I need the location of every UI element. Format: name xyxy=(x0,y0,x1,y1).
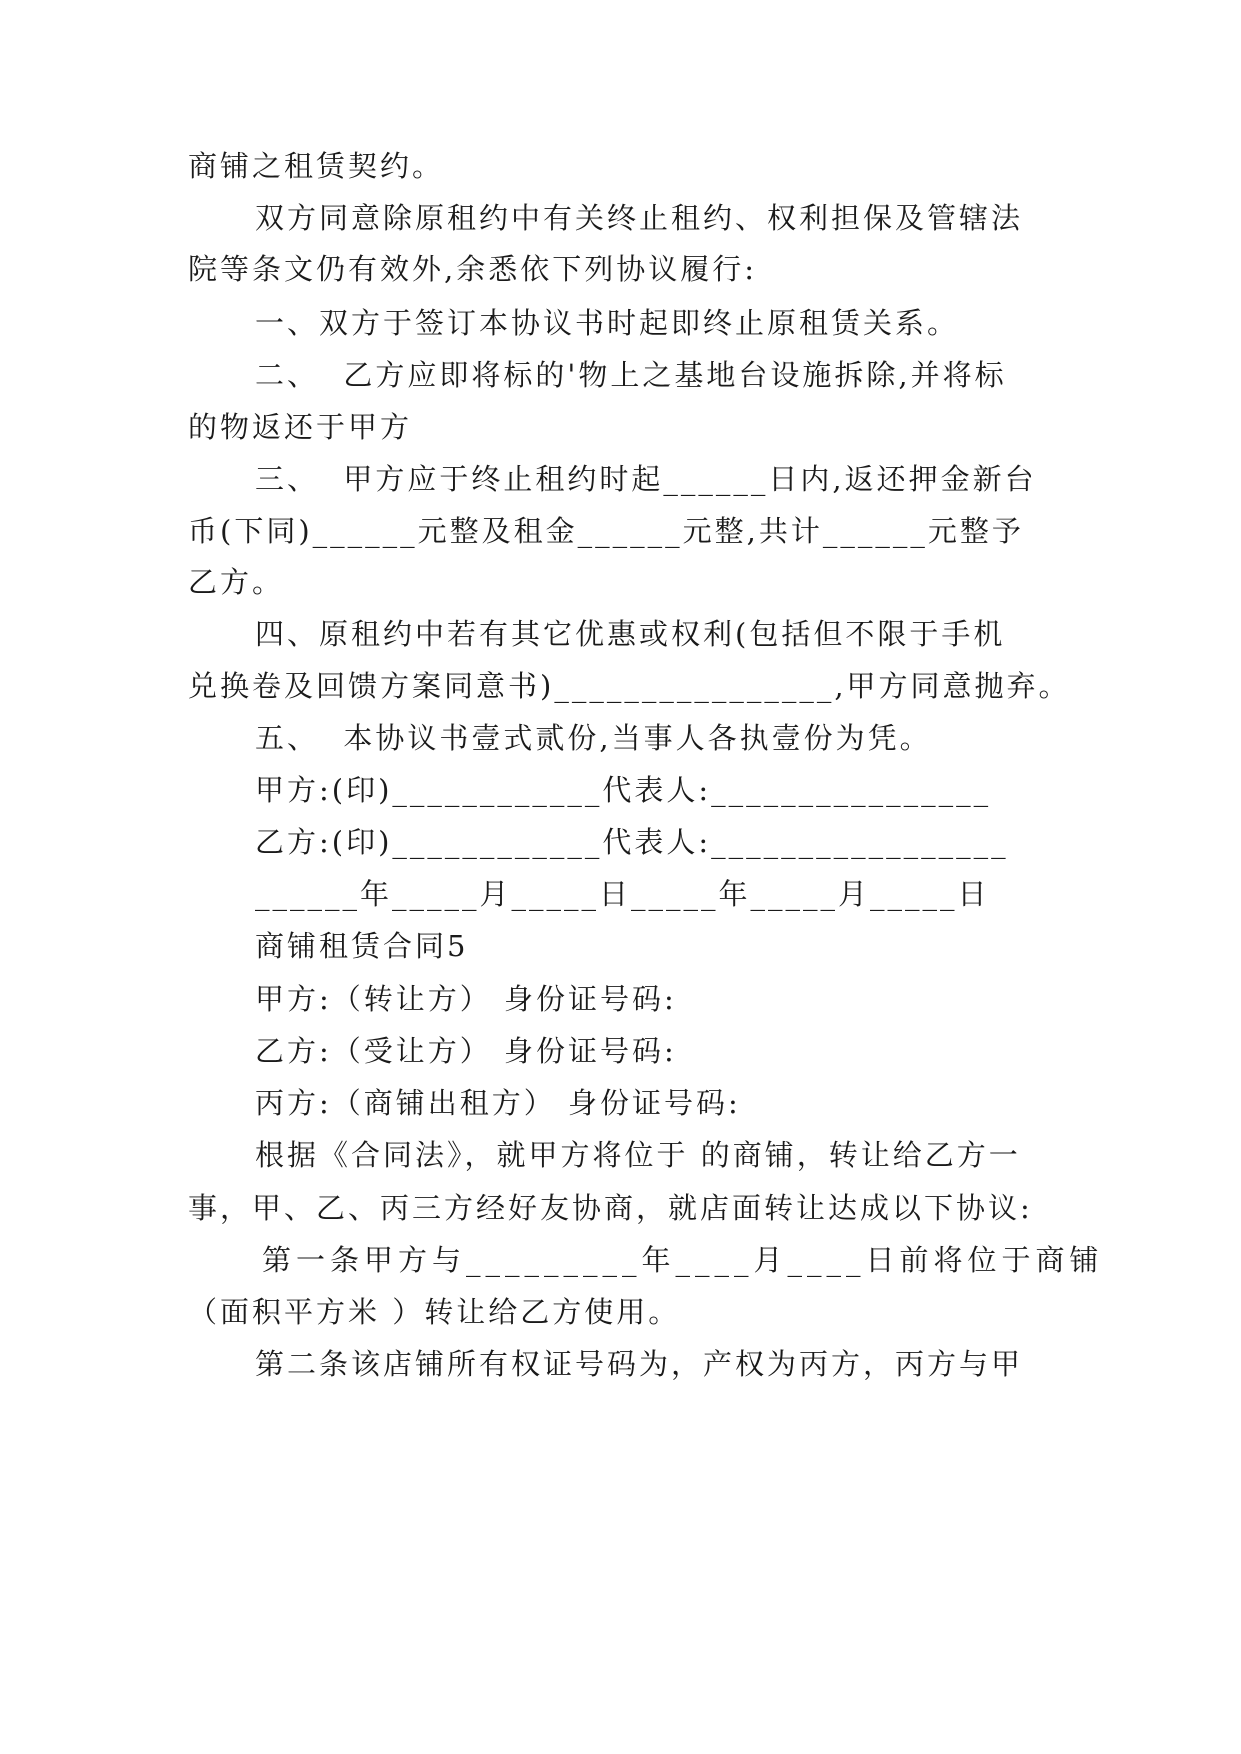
article-two-line: 第二条该店铺所有权证号码为，产权为丙方，丙方与甲 xyxy=(255,1347,1024,1381)
paragraph-line: 一、双方于签订本协议书时起即终止原租赁关系。 xyxy=(255,306,960,340)
paragraph-line: 双方同意除原租约中有关终止租约、权利担保及管辖法 xyxy=(255,201,1024,235)
paragraph-line: 二、 乙方应即将标的'物上之基地台设施拆除,并将标 xyxy=(255,358,1007,392)
party-b-line: 乙方:（受让方） 身份证号码: xyxy=(255,1034,677,1068)
paragraph-line: 院等条文仍有效外,余悉依下列协议履行: xyxy=(188,252,757,286)
article-one-line: 第一条甲方与_________年____月____日前将位于商铺 xyxy=(262,1243,1104,1277)
paragraph-line: 币(下同)______元整及租金______元整,共计______元整予 xyxy=(188,514,1024,548)
paragraph-line: 三、 甲方应于终止租约时起______日内,返还押金新台 xyxy=(255,462,1037,496)
signature-line-party-b: 乙方:(印)____________代表人:_________________ xyxy=(255,825,1009,859)
signature-line-party-a: 甲方:(印)____________代表人:________________ xyxy=(255,773,992,807)
paragraph-line: 五、 本协议书壹式贰份,当事人各执壹份为凭。 xyxy=(255,721,932,755)
paragraph-line: 的物返还于甲方 xyxy=(188,410,413,444)
paragraph-line: 乙方。 xyxy=(188,565,285,599)
party-c-line: 丙方:（商铺出租方） 身份证号码: xyxy=(255,1086,741,1120)
paragraph-line: 商铺之租赁契约。 xyxy=(188,149,445,183)
party-a-line: 甲方:（转让方） 身份证号码: xyxy=(255,982,677,1016)
paragraph-line: 四、原租约中若有其它优惠或权利(包括但不限于手机 xyxy=(255,617,1006,651)
paragraph-line: 事，甲、乙、丙三方经好友协商，就店面转让达成以下协议: xyxy=(188,1191,1033,1225)
section-title: 商铺租赁合同5 xyxy=(255,929,469,963)
paragraph-line: 根据《合同法》，就甲方将位于 的商铺，转让给乙方一 xyxy=(255,1138,1021,1172)
date-line: ______年_____月_____日_____年_____月_____日 xyxy=(255,877,990,911)
paragraph-line: （面积平方米 ）转让给乙方使用。 xyxy=(188,1295,681,1329)
paragraph-line: 兑换卷及回馈方案同意书)________________,甲方同意抛弃。 xyxy=(188,669,1071,703)
